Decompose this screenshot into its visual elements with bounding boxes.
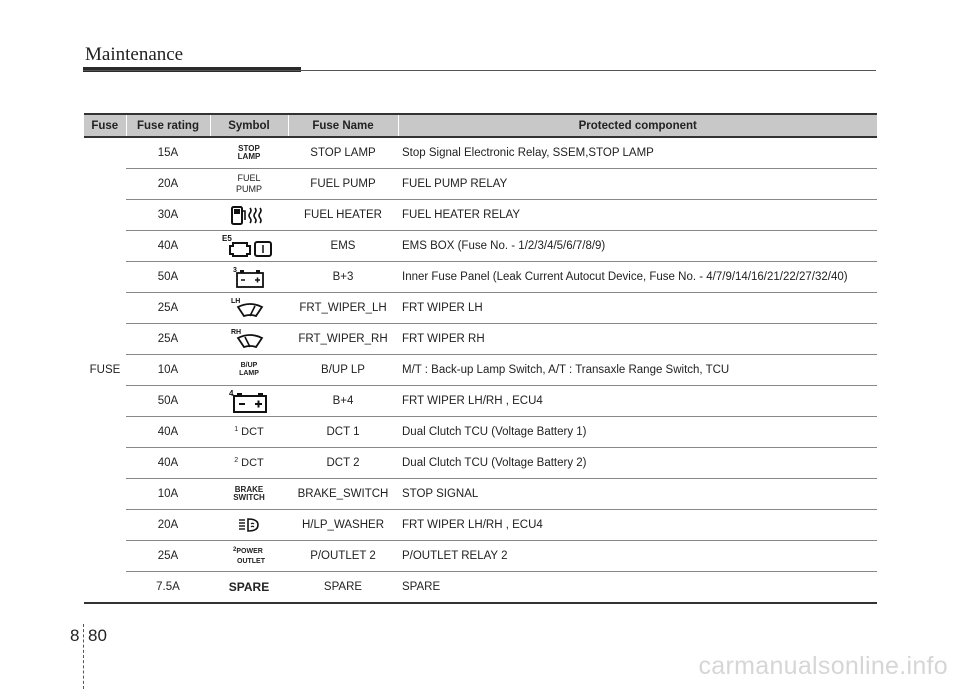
fuse-name: BRAKE_SWITCH <box>288 479 398 510</box>
symbol-battery-3 <box>210 262 288 293</box>
protected-component: M/T : Back-up Lamp Switch, A/T : Transaxle Range Switch, TCU <box>398 355 877 386</box>
fuse-name: EMS <box>288 231 398 262</box>
protected-component: FRT WIPER RH <box>398 324 877 355</box>
dct-2-symbol: DCT <box>241 457 264 469</box>
svg-text:3: 3 <box>233 267 237 274</box>
protected-component: P/OUTLET RELAY 2 <box>398 541 877 572</box>
protected-component: Stop Signal Electronic Relay, SSEM,STOP LAMP <box>398 137 877 169</box>
fuse-group-label: FUSE <box>84 137 126 603</box>
page-number-divider <box>83 624 84 689</box>
col-header-symbol: Symbol <box>210 114 288 137</box>
symbol-wiper-lh <box>210 293 288 324</box>
col-header-fuse-name: Fuse Name <box>288 114 398 137</box>
backup-lamp-symbol: B/UP LAMP <box>239 362 259 377</box>
protected-component: Inner Fuse Panel (Leak Current Autocut Device, Fuse No. - 4/7/9/14/16/21/22/27/32/40) <box>398 262 877 293</box>
table-row <box>84 510 877 541</box>
symbol-brake-switch <box>210 479 288 510</box>
fuse-name: B+3 <box>288 262 398 293</box>
protected-component: FRT WIPER LH/RH , ECU4 <box>398 510 877 541</box>
protected-component: FUEL HEATER RELAY <box>398 200 877 231</box>
fuse-name: FUEL HEATER <box>288 200 398 231</box>
symbol-fuel-pump <box>210 169 288 200</box>
fuse-rating: 25A <box>126 324 210 355</box>
protected-component: SPARE <box>398 572 877 604</box>
table-row <box>84 200 877 231</box>
fuse-rating: 20A <box>126 510 210 541</box>
fuse-rating: 40A <box>126 231 210 262</box>
table-row <box>84 355 877 386</box>
symbol-fuel-heater <box>210 200 288 231</box>
fuse-rating: 25A <box>126 541 210 572</box>
engine-ems-icon <box>221 233 277 259</box>
fuse-rating: 10A <box>126 355 210 386</box>
fuse-name: STOP LAMP <box>288 137 398 169</box>
table-row <box>84 417 877 448</box>
svg-text:E5: E5 <box>222 234 232 243</box>
table-row <box>84 231 877 262</box>
protected-component: FUEL PUMP RELAY <box>398 169 877 200</box>
battery-3-icon <box>231 264 267 290</box>
symbol-headlamp-washer <box>210 510 288 541</box>
symbol-backup-lamp <box>210 355 288 386</box>
fuse-name: H/LP_WASHER <box>288 510 398 541</box>
dct-1-symbol: DCT <box>241 426 264 438</box>
spare-symbol: SPARE <box>228 580 270 594</box>
fuel-heater-icon <box>229 202 269 228</box>
fuse-name: FRT_WIPER_RH <box>288 324 398 355</box>
table-row <box>84 137 877 169</box>
dct-2-superscript: 2 <box>234 457 239 464</box>
symbol-ems <box>210 231 288 262</box>
fuse-rating: 15A <box>126 137 210 169</box>
fuel-pump-symbol: FUEL PUMP <box>235 173 262 194</box>
fuse-name: B+4 <box>288 386 398 417</box>
symbol-wiper-rh <box>210 324 288 355</box>
fuse-rating: 50A <box>126 386 210 417</box>
table-row <box>84 479 877 510</box>
svg-text:LH: LH <box>231 298 241 305</box>
protected-component: Dual Clutch TCU (Voltage Battery 1) <box>398 417 877 448</box>
protected-component: EMS BOX (Fuse No. - 1/2/3/4/5/6/7/8/9) <box>398 231 877 262</box>
brake-switch-symbol: BRAKE SWITCH <box>233 484 265 502</box>
col-header-protected-component: Protected component <box>398 114 877 137</box>
fuse-name: B/UP LP <box>288 355 398 386</box>
wiper-rh-icon <box>229 326 269 352</box>
fuse-rating: 10A <box>126 479 210 510</box>
protected-component: STOP SIGNAL <box>398 479 877 510</box>
symbol-stop-lamp <box>210 137 288 169</box>
fuse-name: FUEL PUMP <box>288 169 398 200</box>
symbol-dct-1 <box>210 417 288 448</box>
table-row <box>84 572 877 604</box>
header-rule <box>83 70 876 71</box>
symbol-power-outlet-2 <box>210 541 288 572</box>
fuse-rating: 25A <box>126 293 210 324</box>
wiper-lh-icon <box>229 295 269 321</box>
table-row <box>84 448 877 479</box>
fuse-rating: 40A <box>126 417 210 448</box>
col-header-fuse-rating: Fuse rating <box>126 114 210 137</box>
fuse-rating: 30A <box>126 200 210 231</box>
table-row <box>84 293 877 324</box>
col-header-fuse: Fuse <box>84 114 126 137</box>
symbol-battery-4 <box>210 386 288 417</box>
svg-text:4: 4 <box>229 389 234 398</box>
headlamp-washer-icon <box>231 512 267 538</box>
dct-1-superscript: 1 <box>234 426 239 433</box>
page-number: 80 <box>88 626 107 645</box>
symbol-spare <box>210 572 288 604</box>
table-row <box>84 541 877 572</box>
fuse-name: SPARE <box>288 572 398 604</box>
section-number: 8 <box>70 626 80 645</box>
fuse-table <box>84 113 877 604</box>
fuse-rating: 7.5A <box>126 572 210 604</box>
fuse-name: FRT_WIPER_LH <box>288 293 398 324</box>
symbol-dct-2 <box>210 448 288 479</box>
fuse-rating: 40A <box>126 448 210 479</box>
table-row <box>84 324 877 355</box>
fuse-name: DCT 1 <box>288 417 398 448</box>
fuse-name: P/OUTLET 2 <box>288 541 398 572</box>
power-outlet-2-symbol: $^2$POWER OUTLET <box>233 547 265 565</box>
watermark: carmanualsonline.info <box>698 652 948 680</box>
table-header-row <box>84 114 877 137</box>
fuse-name: DCT 2 <box>288 448 398 479</box>
fuse-rating: 50A <box>126 262 210 293</box>
protected-component: FRT WIPER LH/RH , ECU4 <box>398 386 877 417</box>
table-row <box>84 262 877 293</box>
stop-lamp-symbol: STOP LAMP <box>237 143 261 161</box>
page-header-title: Maintenance <box>85 44 184 65</box>
battery-4-icon <box>227 388 271 414</box>
table-row <box>84 386 877 417</box>
protected-component: FRT WIPER LH <box>398 293 877 324</box>
table-row <box>84 169 877 200</box>
svg-text:RH: RH <box>231 329 242 336</box>
protected-component: Dual Clutch TCU (Voltage Battery 2) <box>398 448 877 479</box>
fuse-rating: 20A <box>126 169 210 200</box>
